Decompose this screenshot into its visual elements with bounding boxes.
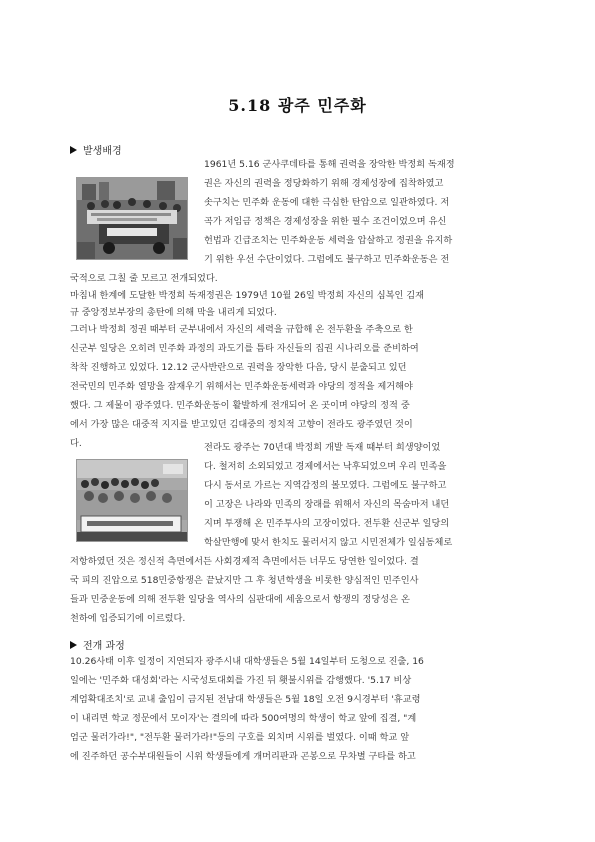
text-line: 일에는 '민주화 대성회'라는 시국성토대회를 가진 뒤 횃불시위를 감행했다. '5.17 비상 [70,675,412,686]
text-line: 했다. 그 제물이 광주였다. 민주화운동이 활발하게 전개되어 온 곳이며 야당의 정적 중 [70,400,410,411]
text-line: 마침내 한계에 도달한 박정희 독재정권은 1979년 10월 26일 박정희 자신의 심복인 김재 [70,290,425,301]
text-line: 국적으로 그칠 줄 모르고 전개되었다. [70,273,218,284]
text-line: 규 중앙정보부장의 총탄에 의해 막을 내리게 되었다. [70,307,277,318]
text-line: 천하에 입증되기에 이르렀다. [70,613,186,624]
text-line: 다. [70,438,82,449]
text-line: 이 내리면 학교 정문에서 모이자'는 결의에 따라 500여명의 학생이 학교 앞에 집결, "계 [70,713,417,724]
page-title: 5.18 광주 민주화 [228,96,367,115]
section-heading-label: 발생배경 [83,146,122,157]
text-line: 1961년 5.16 군사쿠데타를 통해 권력을 장악한 박정희 독재정 [204,159,455,170]
text-line: 솟구치는 민주화 운동에 대한 극심한 탄압으로 일관하였다. 저 [204,197,450,208]
text-line: 다. 철저히 소외되었고 경제에서는 낙후되었으며 우리 민족을 [204,461,447,472]
text-line: 계엄확대조치'로 교내 출입이 금지된 전남대 학생들은 5월 18일 오전 9시경부터 '휴교령 [70,694,421,705]
text-line: 전라도 광주는 70년대 박정희 개발 독재 때부터 희생양이었 [204,442,441,453]
text-line: 저항하였던 것은 정신적 측면에서든 사회경제적 측면에서든 너무도 당연한 일이었다. 결 [70,556,419,567]
text-line: 엄군 물러가라!", "전두환 물러가라!"등의 구호를 외치며 시위를 벌였다. 이때 학교 앞 [70,732,410,743]
text-line: 곡가 저임금 정책은 경제성장을 위한 필수 조건이었으며 유신 [204,216,447,227]
text-line: 신군부 일당은 오히려 민주화 과정의 과도기를 틈타 자신들의 집권 시나리오를 준비하여 [70,343,419,354]
triangle-bullet-icon [70,146,77,154]
text-line: 에서 가장 많은 대중적 지지를 받고있던 김대중의 정치적 고향이 전라도 광주였던 것이 [70,419,413,430]
section-heading-label: 전개 과정 [83,641,125,652]
section-heading-background [70,142,122,157]
protest-convoy-photo [76,177,188,260]
text-line: 들과 민중운동에 의해 전두환 일당을 역사의 심판대에 세움으로서 항쟁의 정당성은 온 [70,594,410,605]
text-line: 그러나 박정희 정권 때부터 군부내에서 자신의 세력을 규합해 온 전두환을 주축으로 한 [70,324,413,335]
section-heading-process [70,637,125,652]
text-line: 10.26사태 이후 일정이 지연되자 광주시내 대학생들은 5월 14일부터 도청으로 진출, 16 [70,656,424,667]
text-line: 다시 동서로 가르는 지역감정의 볼모였다. 그럼에도 불구하고 [204,480,447,491]
text-line: 국 피의 진압으로 518민중항쟁은 끝났지만 그 후 청년학생을 비롯한 양심적인 민주인사 [70,575,419,586]
triangle-bullet-icon [70,641,77,649]
march-banner-photo [76,459,188,542]
text-line: 착착 진행하고 있었다. 12.12 군사반란으로 권력을 장악한 다음, 당시 분출되고 있던 [70,362,407,373]
text-line: 기 위한 우선 수단이었다. 그럼에도 불구하고 민주화운동은 전 [204,254,450,265]
text-line: 이 고장은 나라와 민족의 장래를 위해서 자신의 목숨마저 내던 [204,499,450,510]
text-line: 지며 투쟁해 온 민주투사의 고장이었다. 전두환 신군부 일당의 [204,518,450,529]
text-line: 권은 자신의 권력을 정당화하기 위해 경제성장에 집착하였고 [204,178,444,189]
text-line: 전국민의 민주화 열망을 잠재우기 위해서는 민주화운동세력과 야당의 정적을 제거해야 [70,381,413,392]
text-line: 헌법과 긴급조치는 민주화운동 세력을 압살하고 정권을 유지하 [204,235,453,246]
text-line: 에 진주하던 공수부대원들이 시위 학생들에게 개머리판과 곤봉으로 무차별 구타를 하고 [70,751,416,762]
text-line: 학살만행에 맞서 한치도 물러서지 않고 시민전체가 일심동체로 [204,537,453,548]
